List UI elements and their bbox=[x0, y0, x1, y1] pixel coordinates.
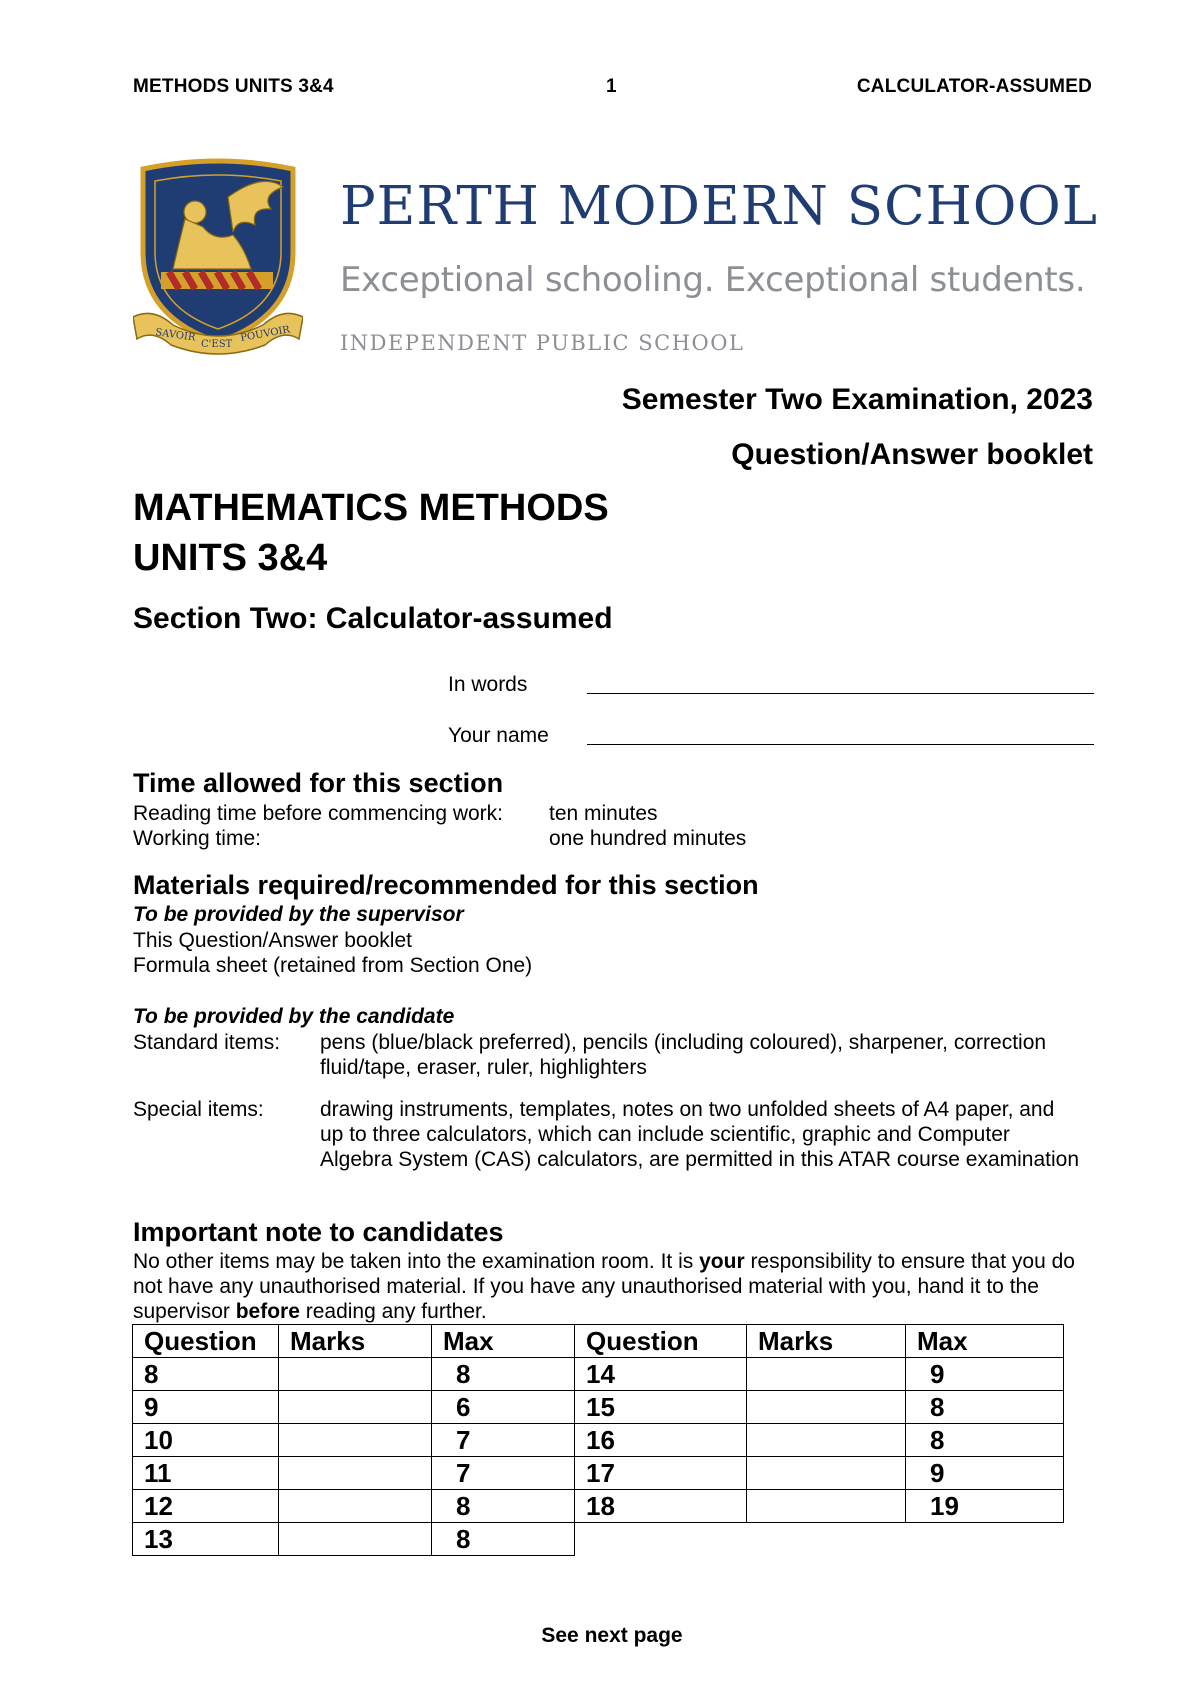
table-row bbox=[133, 1490, 1064, 1523]
question-cell: 8 bbox=[133, 1358, 279, 1391]
marks-cell[interactable] bbox=[279, 1457, 432, 1490]
question-cell: 11 bbox=[133, 1457, 279, 1490]
note-text bbox=[133, 1249, 1093, 1324]
materials-heading: Materials required/recommended for this section bbox=[133, 870, 759, 900]
page-number: 1 bbox=[606, 76, 617, 97]
max-cell: 8 bbox=[432, 1523, 575, 1556]
column-header-question: Question bbox=[575, 1325, 747, 1358]
table-header-row bbox=[133, 1325, 1064, 1358]
supervisor-item: This Question/Answer booklet bbox=[133, 929, 412, 952]
table-row bbox=[133, 1523, 1064, 1556]
note-emphasis-before: before bbox=[235, 1300, 300, 1323]
svg-text:C'EST: C'EST bbox=[201, 339, 233, 350]
standard-items-text: pens (blue/black preferred), pencils (including coloured), sharpener, correction fluid/tape, eraser, ruler, highlighters bbox=[320, 1031, 1047, 1079]
working-time-value: one hundred minutes bbox=[549, 827, 747, 850]
max-cell: 9 bbox=[906, 1457, 1064, 1490]
school-crest-icon bbox=[133, 157, 303, 357]
in-words-field[interactable] bbox=[587, 693, 1094, 694]
school-tagline: Exceptional schooling. Exceptional students. bbox=[340, 260, 1086, 300]
school-type: INDEPENDENT PUBLIC SCHOOL bbox=[340, 331, 745, 355]
column-header-marks: Marks bbox=[747, 1325, 906, 1358]
marks-table bbox=[132, 1324, 1064, 1556]
svg-text:SAVOIR: SAVOIR bbox=[154, 327, 197, 344]
candidate-heading: To be provided by the candidate bbox=[133, 1005, 455, 1028]
header-left: METHODS UNITS 3&4 bbox=[133, 76, 334, 97]
marks-cell[interactable] bbox=[279, 1424, 432, 1457]
note-emphasis-your: your bbox=[699, 1250, 745, 1273]
subject-title: MATHEMATICS METHODS bbox=[133, 487, 609, 529]
column-header-marks: Marks bbox=[279, 1325, 432, 1358]
marks-cell[interactable] bbox=[279, 1391, 432, 1424]
max-cell: 8 bbox=[432, 1358, 575, 1391]
question-cell: 13 bbox=[133, 1523, 279, 1556]
question-cell: 9 bbox=[133, 1391, 279, 1424]
exam-title: Semester Two Examination, 2023 bbox=[621, 383, 1093, 416]
question-cell: 18 bbox=[575, 1490, 747, 1523]
marks-cell[interactable] bbox=[279, 1358, 432, 1391]
max-cell: 7 bbox=[432, 1424, 575, 1457]
question-cell: 10 bbox=[133, 1424, 279, 1457]
marks-cell[interactable] bbox=[747, 1391, 906, 1424]
question-cell: 12 bbox=[133, 1490, 279, 1523]
supervisor-item: Formula sheet (retained from Section One) bbox=[133, 954, 533, 977]
special-items-label: Special items: bbox=[133, 1098, 264, 1121]
in-words-label: In words bbox=[448, 673, 528, 696]
your-name-field[interactable] bbox=[587, 744, 1094, 745]
marks-cell[interactable] bbox=[747, 1358, 906, 1391]
question-cell: 16 bbox=[575, 1424, 747, 1457]
max-cell: 6 bbox=[432, 1391, 575, 1424]
subject-units: UNITS 3&4 bbox=[133, 537, 328, 579]
time-heading: Time allowed for this section bbox=[133, 768, 504, 798]
table-row bbox=[133, 1358, 1064, 1391]
empty-cell bbox=[906, 1523, 1064, 1556]
header-right: CALCULATOR-ASSUMED bbox=[856, 76, 1092, 97]
standard-items-label: Standard items: bbox=[133, 1031, 281, 1054]
table-row bbox=[133, 1457, 1064, 1490]
svg-text:POUVOIR: POUVOIR bbox=[239, 324, 291, 344]
empty-cell bbox=[747, 1523, 906, 1556]
booklet-type: Question/Answer booklet bbox=[731, 438, 1093, 471]
max-cell: 8 bbox=[906, 1424, 1064, 1457]
max-cell: 8 bbox=[432, 1490, 575, 1523]
footer-see-next-page: See next page bbox=[541, 1624, 683, 1647]
school-name: PERTH MODERN SCHOOL bbox=[340, 176, 1098, 237]
max-cell: 8 bbox=[906, 1391, 1064, 1424]
working-time-label: Working time: bbox=[133, 827, 261, 850]
max-cell: 19 bbox=[906, 1490, 1064, 1523]
column-header-question: Question bbox=[133, 1325, 279, 1358]
marks-cell[interactable] bbox=[279, 1523, 432, 1556]
question-cell: 17 bbox=[575, 1457, 747, 1490]
note-text-part: responsibility to ensure that you do not have any unauthorised material. If you have any unauthorised material with you, hand it to the supervisor bbox=[133, 1250, 1075, 1323]
reading-time-label: Reading time before commencing work: bbox=[133, 802, 504, 825]
marks-cell[interactable] bbox=[279, 1490, 432, 1523]
question-cell: 15 bbox=[575, 1391, 747, 1424]
table-row bbox=[133, 1391, 1064, 1424]
column-header-max: Max bbox=[906, 1325, 1064, 1358]
note-text-part: No other items may be taken into the examination room. It is bbox=[133, 1250, 700, 1273]
supervisor-heading: To be provided by the supervisor bbox=[133, 903, 464, 926]
table-row bbox=[133, 1424, 1064, 1457]
empty-cell bbox=[575, 1523, 747, 1556]
your-name-label: Your name bbox=[448, 724, 549, 747]
special-items-text: drawing instruments, templates, notes on two unfolded sheets of A4 paper, and up to three calculators, which can include scientific, graphic and Computer Algebra System (CAS) calculators, are permitted in this ATAR course examination bbox=[320, 1098, 1080, 1171]
max-cell: 7 bbox=[432, 1457, 575, 1490]
marks-cell[interactable] bbox=[747, 1457, 906, 1490]
reading-time-value: ten minutes bbox=[549, 802, 658, 825]
note-text-part: reading any further. bbox=[299, 1300, 487, 1323]
note-heading: Important note to candidates bbox=[133, 1217, 504, 1247]
question-cell: 14 bbox=[575, 1358, 747, 1391]
marks-cell[interactable] bbox=[747, 1490, 906, 1523]
section-title: Section Two: Calculator-assumed bbox=[133, 602, 613, 635]
column-header-max: Max bbox=[432, 1325, 575, 1358]
marks-cell[interactable] bbox=[747, 1424, 906, 1457]
max-cell: 9 bbox=[906, 1358, 1064, 1391]
